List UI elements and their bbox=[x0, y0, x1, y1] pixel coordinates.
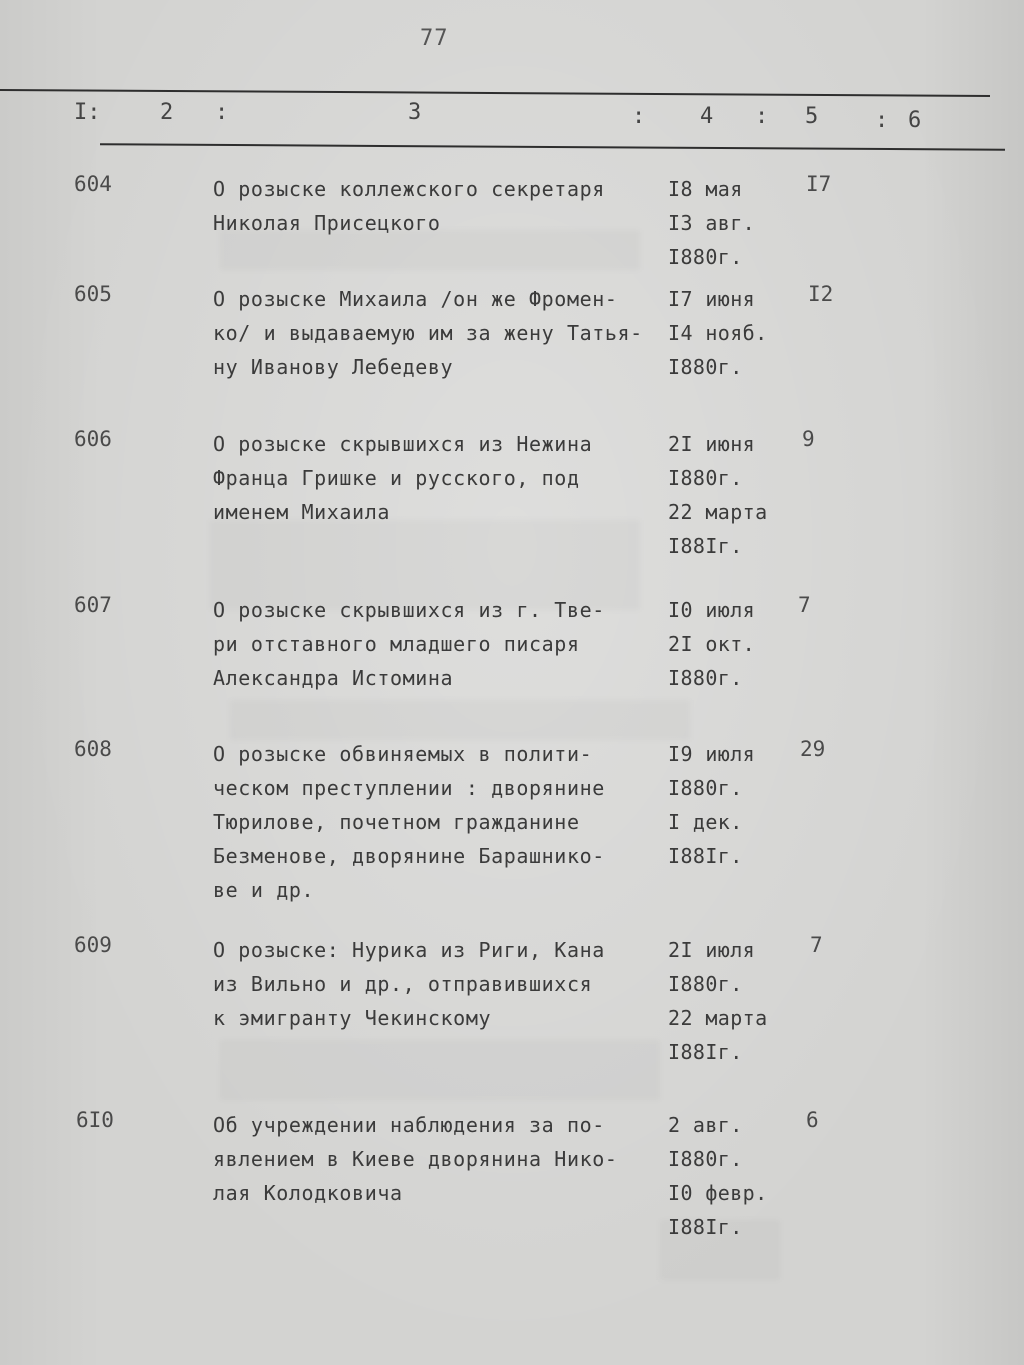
column-separator: : bbox=[215, 100, 229, 125]
bleed-through bbox=[230, 700, 690, 740]
page-number: 77 bbox=[420, 26, 449, 51]
entry-title: О розыске коллежского секретаря Николая Присецкого bbox=[213, 177, 605, 235]
column-separator: : bbox=[755, 104, 769, 129]
column-header-2: 2 bbox=[160, 100, 174, 125]
entry-sheets: 7 bbox=[798, 593, 811, 617]
entry-title: О розыске: Нурика из Риги, Кана из Вильно и др., отправившихся к эмигранту Чекинскому bbox=[213, 938, 605, 1030]
entry-sheets: I7 bbox=[806, 172, 832, 196]
entry-sheets: 29 bbox=[800, 737, 826, 761]
entry-title: О розыске скрывшихся из г. Тве- ри отставного младшего писаря Александра Истомина bbox=[213, 598, 605, 690]
entry-number: 6I0 bbox=[76, 1108, 114, 1132]
entry-number: 604 bbox=[74, 172, 112, 196]
entry-dates: 2I июля I880г. 22 марта I88Iг. bbox=[668, 938, 768, 1064]
entry-title: О розыске обвиняемых в полити- ческом преступлении : дворянине Тюрилове, почетном гражданине Безменове, дворянине Барашнико- ве и др. bbox=[213, 742, 605, 902]
entry-dates: I7 июня I4 нояб. I880г. bbox=[668, 287, 768, 379]
entry-number: 609 bbox=[74, 933, 112, 957]
entry-dates: 2I июня I880г. 22 марта I88Iг. bbox=[668, 432, 768, 558]
entry-title: О розыске Михаила /он же Фромен- ко/ и выдаваемую им за жену Татья- ну Иванову Лебедеву bbox=[213, 287, 643, 379]
column-header-5: 5 bbox=[805, 104, 819, 129]
column-separator: : bbox=[632, 104, 646, 129]
entry-title: Об учреждении наблюдения за по- явлением в Киеве дворянина Нико- лая Колодковича bbox=[213, 1113, 618, 1205]
bleed-through bbox=[220, 1040, 660, 1100]
entry-title: О розыске скрывшихся из Нежина Франца Гришке и русского, под именем Михаила bbox=[213, 432, 593, 524]
column-header-4: 4 bbox=[700, 104, 714, 129]
column-separator: : bbox=[875, 108, 889, 133]
entry-dates: 2 авг. I880г. I0 февр. I88Iг. bbox=[668, 1113, 768, 1239]
header-rule-top bbox=[0, 89, 990, 97]
column-header-1: I: bbox=[74, 100, 101, 125]
entry-sheets: I2 bbox=[808, 282, 834, 306]
entry-sheets: 7 bbox=[810, 933, 823, 957]
header-rule-bottom bbox=[100, 143, 1005, 151]
column-header-3: 3 bbox=[408, 100, 422, 125]
entry-dates: I9 июля I880г. I дек. I88Iг. bbox=[668, 742, 756, 868]
entry-dates: I8 мая I3 авг. I880г. bbox=[668, 177, 756, 269]
column-header-6: 6 bbox=[908, 108, 922, 133]
entry-sheets: 9 bbox=[802, 427, 815, 451]
entry-number: 607 bbox=[74, 593, 112, 617]
entry-sheets: 6 bbox=[806, 1108, 819, 1132]
entry-dates: I0 июля 2I окт. I880г. bbox=[668, 598, 756, 690]
entry-number: 606 bbox=[74, 427, 112, 451]
entry-number: 608 bbox=[74, 737, 112, 761]
entry-number: 605 bbox=[74, 282, 112, 306]
